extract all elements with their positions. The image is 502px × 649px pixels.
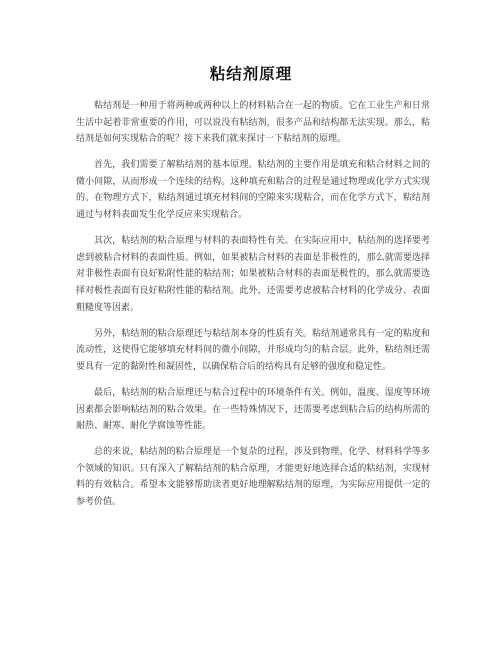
paragraph-6: 总的来说，粘结剂的粘合原理是一个复杂的过程，涉及到物理、化学、材料科学等多个领域的知识。只有深入了解粘结剂的粘合原理，才能更好地选择合适的粘结剂，实现材料的有效粘合。希望本文能够帮助读者更好地理解粘结剂的原理，为实际应用提供一定的参考价值。 xyxy=(76,447,430,507)
document-title: 粘结剂原理 xyxy=(209,65,293,83)
document-body xyxy=(76,98,430,520)
paragraph-1: 粘结剂是一种用于将两种或两种以上的材料粘合在一起的物质。它在工业生产和日常生活中起着非常重要的作用，可以说没有粘结剂，很多产品和结构都无法实现。那么，粘结剂是如何实现粘合的呢？接下来我们就来探讨一下粘结剂的原理。 xyxy=(76,101,430,145)
paragraph-4: 另外，粘结剂的粘合原理还与粘结剂本身的性质有关。粘结剂通常具有一定的粘度和流动性，这使得它能够填充材料间的微小间隙，并形成均匀的粘合层。此外，粘结剂还需要具有一定的黏附性和凝固性，以确保粘合后的结构具有足够的强度和稳定性。 xyxy=(76,328,430,372)
paragraph-2: 首先，我们需要了解粘结剂的基本原理。粘结剂的主要作用是填充和粘合材料之间的微小间隙，从而形成一个连续的结构。这种填充和粘合的过程是通过物理或化学方式实现的。在物理方式下，粘结剂通过填充材料间的空隙来实现粘合，而在化学方式下，粘结剂通过与材料表面发生化学反应来实现粘合。 xyxy=(76,160,430,221)
paragraph-5: 最后，粘结剂的粘合原理还与粘合过程中的环境条件有关。例如，温度、湿度等环境因素都会影响粘结剂的粘合效果。在一些特殊情况下，还需要考虑到粘合后的结构所需的耐热、耐寒、耐化学腐蚀等性能。 xyxy=(76,387,430,432)
paragraph-3: 其次，粘结剂的粘合原理与材料的表面特性有关。在实际应用中，粘结剂的选择要考虑到被粘合材料的表面性质。例如，如果被粘合材料的表面是非极性的，那么就需要选择对非极性表面有良好粘附性能的粘结剂；如果被粘合材料的表面是极性的，那么就需要选择对极性表面有良好粘附性能的粘结剂。此外，还需要考虑被粘合材料的化学成分、表面粗糙度等因素。 xyxy=(76,236,430,313)
